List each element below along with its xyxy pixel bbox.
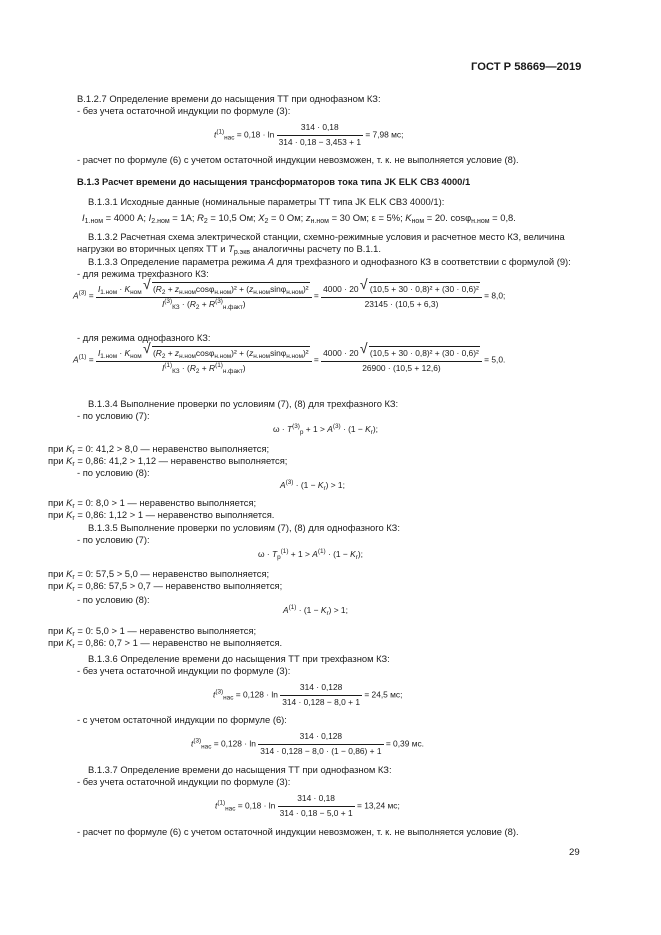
text-line: - с учетом остаточной индукции по формуле (6): (77, 714, 287, 725)
text-line: - без учета остаточной индукции по формуле (3): (77, 776, 291, 787)
text-line: - для режима трехфазного КЗ: (77, 268, 209, 279)
text-line: - по условию (7): (77, 534, 150, 545)
text-line: - расчет по формуле (6) с учетом остаточной индукции невозможен, т. к. не выполняется условие (8). (77, 154, 519, 165)
formula-a1: $A^{(1)}$ = $\frac{I_{1.ном} \cdot K_{ном} √ (R_2 + z_{н.ном}\cos\varphi_{н.ном})^2 + (z_{н.ном}\sin\varphi_{н.ном})^2}{I^{(1)}_{КЗ} \cdot (R_2 + R^{(1)}_{н.факт})}$ = $\frac{\text{4000 · 20 √ (10,5 + 30 · 0,8)² + (30 · 0,6)²}}{26900 \cdot (10,5 + 12,6)}$ = 5,0. (73, 346, 505, 374)
text-line: нагрузки во вторичных цепях ТТ и $T_{р.экв}$ аналогичны расчету по В.1.1. (77, 243, 381, 256)
condition-7-3ph: $\omega \cdot T^{(3)}_р + 1 > A^{(3)} \cdot (1 - K_r)$; (273, 423, 378, 436)
formula-t-nas-1: $t^{(1)}_{нас} = 0,18 \cdot \ln$ $\frac{314 \cdot 0,18}{314 \cdot 0,18 - 3,453 + 1}$ = 7,98 мс; (214, 122, 404, 147)
result-line: при $K_r = 0$: 5,0 > 1 — неравенство выполняется; (48, 625, 257, 638)
text-line: - без учета остаточной индукции по формуле (3): (77, 105, 291, 116)
result-line: при $K_r = 0$: 8,0 > 1 — неравенство выполняется; (48, 497, 257, 510)
section-1-3-2-text: В.1.3.2 Расчетная схема электрической станции, схемно-режимные условия и расчетное место КЗ, величина (88, 231, 565, 242)
result-line: при $K_r = 0,86$: 41,2 > 1,12 — неравенство выполняется; (48, 455, 288, 468)
initial-data-line: $I_{1.ном} = 4000$ А; $I_{2.ном} = 1А$; $R_2 = 10,5$ Ом; $X_2 = 0$ Ом; $z_{н.ном} = 30$ Ом; ε = 5%; $K_{ном} = 20$. cosφ$_{н.ном}$ = 0,8. (82, 212, 516, 225)
section-1-3-5-title: В.1.3.5 Выполнение проверки по условиям (7), (8) для однофазного КЗ: (88, 522, 400, 533)
text-line: - по условию (8): (77, 467, 150, 478)
section-1-2-7-title: В.1.2.7 Определение времени до насыщения ТТ при однофазном КЗ: (77, 93, 381, 104)
section-1-3-3-text: В.1.3.3 Определение параметра режима A для трехфазного и однофазного КЗ в соответствии с формулой (9): (88, 256, 571, 267)
section-1-3-7-title: В.1.3.7 Определение времени до насыщения ТТ при однофазном КЗ: (88, 764, 392, 775)
formula-t-nas-3: $t^{(3)}_{нас} = 0,128 \cdot \ln$ $\frac{314 \cdot 0,128}{314 \cdot 0,128 - 8,0 + 1}$ = 24,5 мс; (213, 682, 403, 707)
formula-t-nas-1-b: $t^{(1)}_{нас} = 0,18 \cdot \ln$ $\frac{314 \cdot 0,18}{314 \cdot 0,18 - 5,0 + 1}$ = 13,24 мс; (215, 793, 400, 818)
result-line: при $K_r = 0,86$: 57,5 > 0,7 — неравенство выполняется; (48, 580, 283, 593)
section-1-3-6-title: В.1.3.6 Определение времени до насыщения ТТ при трехфазном КЗ: (88, 653, 390, 664)
formula-t-nas-3-residual: $t^{(3)}_{нас} = 0,128 \cdot \ln$ $\frac{314 \cdot 0,128}{314 \cdot 0,128 - 8,0 \cdot (1 - 0,86) + 1}$ = 0,39 мс. (191, 731, 424, 756)
text-line: - по условию (7): (77, 410, 150, 421)
formula-a3: $A^{(3)}$ = $\frac{I_{1.ном} \cdot K_{ном} √ (R_2 + z_{н.ном}\cos\varphi_{н.ном})^2 + (z_{н.ном}\sin\varphi_{н.ном})^2}{I^{(3)}_{КЗ} \cdot (R_2 + R^{(3)}_{н.факт})}$ = $\frac{\text{4000 · 20 √ (10,5 + 30 · 0,8)² + (30 · 0,6)²}}{23145 \cdot (10,5 + 6,3)}$ = 8,0; (73, 282, 505, 310)
text-line: - без учета остаточной индукции по формуле (3): (77, 665, 291, 676)
text-line: - расчет по формуле (6) с учетом остаточной индукции невозможен, т. к. не выполняется условие (8). (77, 826, 519, 837)
result-line: при $K_r = 0$: 57,5 > 5,0 — неравенство выполняется; (48, 568, 270, 581)
text-line: - для режима однофазного КЗ: (77, 332, 211, 343)
section-1-3-4-title: В.1.3.4 Выполнение проверки по условиям (7), (8) для трехфазного КЗ: (88, 398, 399, 409)
result-line: при $K_r = 0$: 41,2 > 8,0 — неравенство выполняется; (48, 443, 270, 456)
text-line: - по условию (8): (77, 594, 150, 605)
condition-7-1ph: $\omega \cdot T_р^{(1)} + 1 > A^{(1)} \cdot (1 - K_r)$; (258, 548, 363, 561)
condition-8-3ph: $A^{(3)} \cdot (1 - K_r) > 1$; (280, 479, 345, 492)
page-number: 29 (569, 847, 580, 858)
section-1-3-title: В.1.3 Расчет времени до насыщения трансформаторов тока типа JK ELK CB3 4000/1 (77, 176, 471, 187)
document-header: ГОСТ Р 58669—2019 (471, 61, 582, 73)
condition-8-1ph: $A^{(1)} \cdot (1 - K_r) > 1$; (283, 604, 348, 617)
result-line: при $K_r = 0,86$: 0,7 > 1 — неравенство не выполняется. (48, 637, 283, 650)
result-line: при $K_r = 0,86$: 1,12 > 1 — неравенство выполняется. (48, 509, 275, 522)
section-1-3-1-title: В.1.3.1 Исходные данные (номинальные параметры ТТ типа JK ELK CB3 4000/1): (88, 196, 445, 207)
